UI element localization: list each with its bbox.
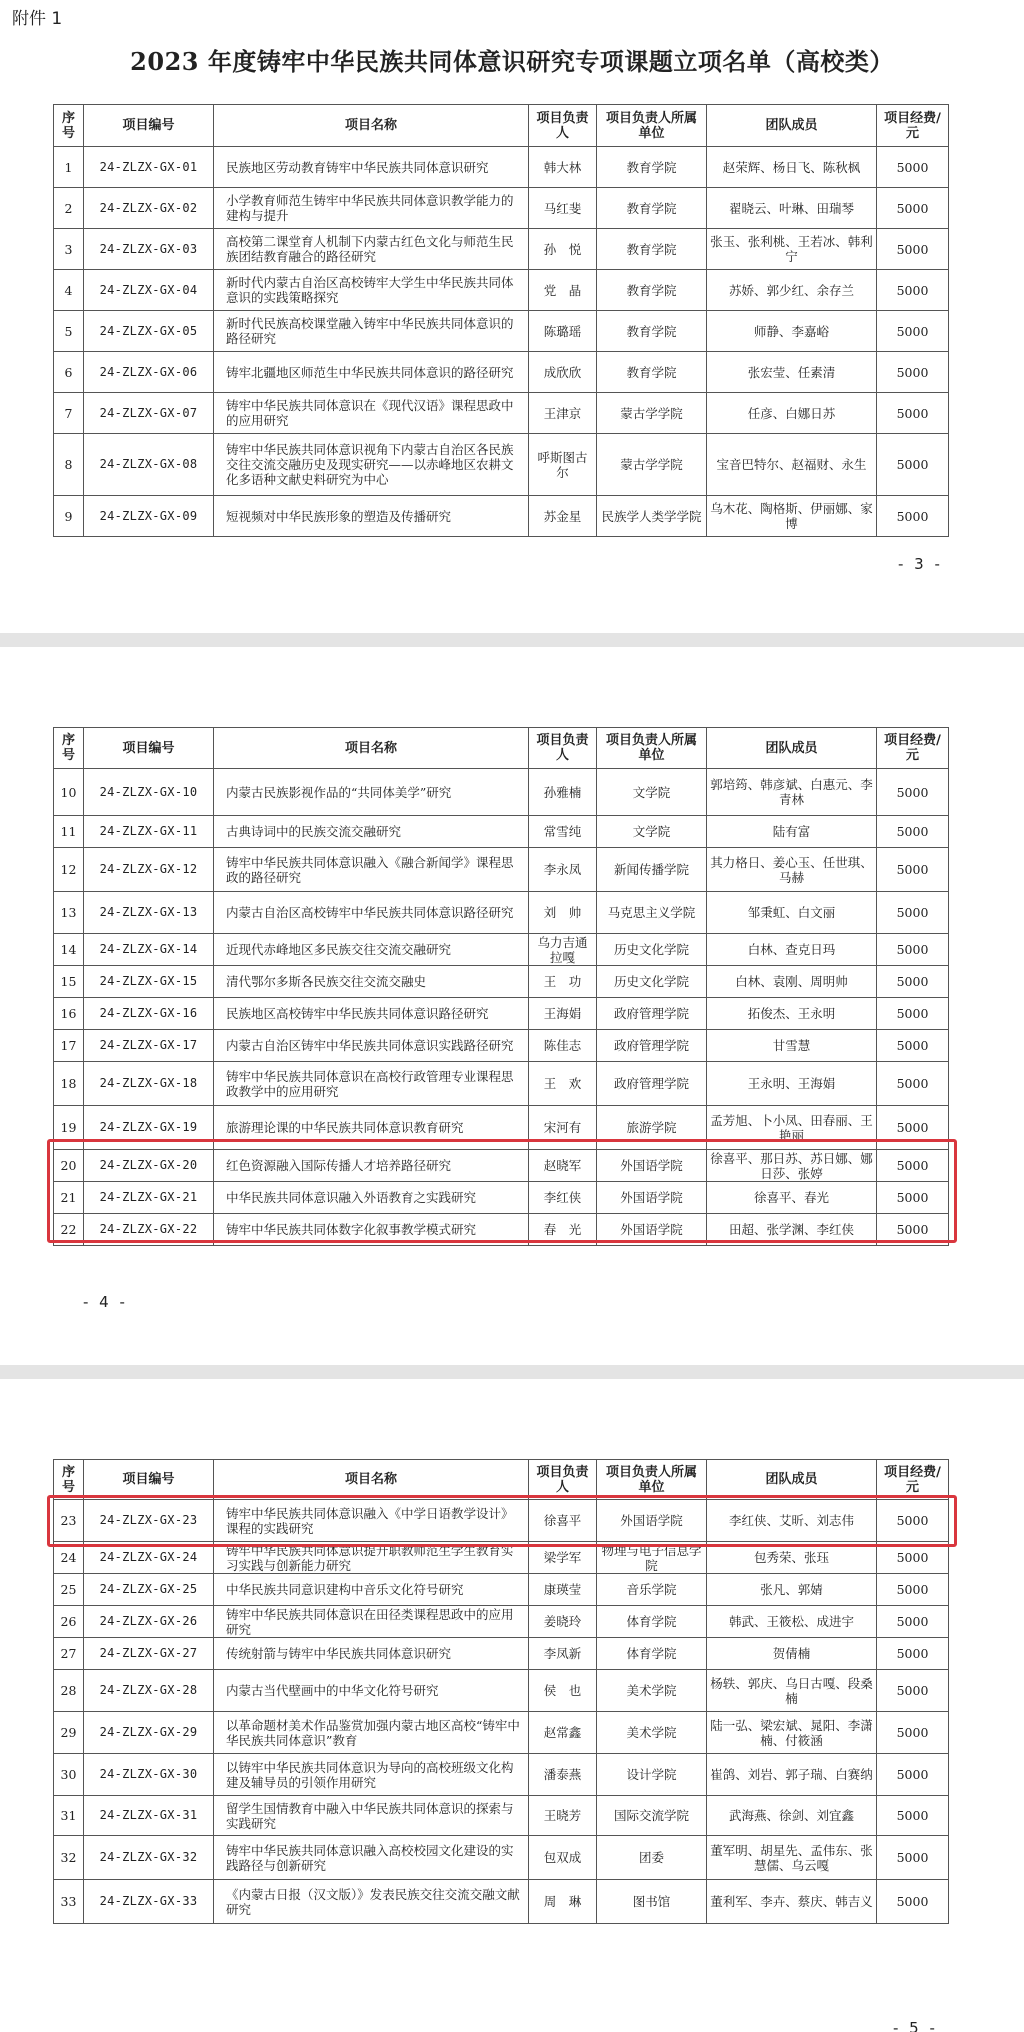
row-name: 《内蒙古日报（汉文版）》发表民族交往交流交融文献研究 [214,1880,529,1924]
row-fund: 5000 [877,1670,949,1712]
table-row [54,1606,949,1638]
row-unit: 国际交流学院 [597,1796,707,1836]
row-name: 铸牢中华民族共同体意识在《现代汉语》课程思政中的应用研究 [214,393,529,434]
document-title: 2023 年度铸牢中华民族共同体意识研究专项课题立项名单（高校类） [130,47,894,76]
row-seq: 29 [54,1712,84,1754]
row-code: 24-ZLZX-GX-06 [84,352,214,393]
row-name: 铸牢中华民族共同体意识融入高校校园文化建设的实践路径与创新研究 [214,1836,529,1880]
row-unit: 美术学院 [597,1712,707,1754]
row-seq: 7 [54,393,84,434]
row-name: 铸牢中华民族共同体意识在田径类课程思政中的应用研究 [214,1606,529,1638]
row-unit: 物理与电子信息学院 [597,1542,707,1574]
row-leader: 孙 悦 [529,229,597,270]
row-team: 韩武、王筱松、成进宇 [707,1606,877,1638]
row-name: 铸牢中华民族共同体意识在高校行政管理专业课程思政教学中的应用研究 [214,1062,529,1106]
document-page-3 [0,0,1024,633]
row-name: 红色资源融入国际传播人才培养路径研究 [214,1150,529,1182]
row-fund: 5000 [877,848,949,892]
row-leader: 宋河有 [529,1106,597,1150]
highlight-box-rows-20-22 [47,1139,957,1243]
row-code: 24-ZLZX-GX-05 [84,311,214,352]
row-name: 铸牢中华民族共同体意识融入《融合新闻学》课程思政的路径研究 [214,848,529,892]
row-fund: 5000 [877,188,949,229]
row-fund: 5000 [877,147,949,188]
row-code: 24-ZLZX-GX-20 [84,1150,214,1182]
row-unit: 马克思主义学院 [597,892,707,934]
table-row [54,934,949,966]
row-team: 陆有富 [707,816,877,848]
row-unit: 外国语学院 [597,1182,707,1214]
row-fund: 5000 [877,1542,949,1574]
header-team: 团队成员 [707,728,877,769]
row-name: 小学教育师范生铸牢中华民族共同体意识教学能力的建构与提升 [214,188,529,229]
row-fund: 5000 [877,816,949,848]
row-name: 短视频对中华民族形象的塑造及传播研究 [214,496,529,537]
row-name: 传统射箭与铸牢中华民族共同体意识研究 [214,1638,529,1670]
row-leader: 刘 帅 [529,892,597,934]
row-unit: 图书馆 [597,1880,707,1924]
header-name: 项目名称 [214,1460,529,1500]
table-row [54,311,949,352]
row-seq: 28 [54,1670,84,1712]
row-fund: 5000 [877,229,949,270]
row-fund: 5000 [877,1030,949,1062]
row-fund: 5000 [877,1712,949,1754]
row-name: 民族地区劳动教育铸牢中华民族共同体意识研究 [214,147,529,188]
row-unit: 历史文化学院 [597,934,707,966]
row-name: 旅游理论课的中华民族共同体意识教育研究 [214,1106,529,1150]
row-seq: 21 [54,1182,84,1214]
row-code: 24-ZLZX-GX-07 [84,393,214,434]
row-team: 田超、张学渊、李红侠 [707,1214,877,1246]
header-team: 团队成员 [707,105,877,147]
row-name: 近现代赤峰地区多民族交往交流交融研究 [214,934,529,966]
row-seq: 30 [54,1754,84,1796]
row-fund: 5000 [877,1214,949,1246]
row-fund: 5000 [877,998,949,1030]
row-fund: 5000 [877,434,949,496]
highlight-box-row-23 [47,1495,957,1547]
row-team: 孟芳旭、卜小凤、田春丽、王艳丽 [707,1106,877,1150]
row-leader: 王 功 [529,966,597,998]
row-name: 中华民族共同体意识融入外语教育之实践研究 [214,1182,529,1214]
table-row [54,1062,949,1106]
row-seq: 20 [54,1150,84,1182]
row-leader: 梁学军 [529,1542,597,1574]
row-team: 宝音巴特尔、赵福财、永生 [707,434,877,496]
row-seq: 2 [54,188,84,229]
header-name: 项目名称 [214,728,529,769]
table-row [54,1836,949,1880]
row-unit: 教育学院 [597,270,707,311]
row-unit: 外国语学院 [597,1150,707,1182]
row-code: 24-ZLZX-GX-10 [84,769,214,816]
page-number-3: - 3 - [898,555,943,573]
row-leader: 苏金星 [529,496,597,537]
row-unit: 新闻传播学院 [597,848,707,892]
row-unit: 历史文化学院 [597,966,707,998]
row-team: 甘雪慧 [707,1030,877,1062]
row-unit: 外国语学院 [597,1214,707,1246]
row-fund: 5000 [877,270,949,311]
row-leader: 王 欢 [529,1062,597,1106]
header-fund: 项目经费/元 [877,1460,949,1500]
row-leader: 孙雅楠 [529,769,597,816]
row-code: 24-ZLZX-GX-15 [84,966,214,998]
row-team: 张宏莹、任素清 [707,352,877,393]
table-row [54,1796,949,1836]
table-row [54,998,949,1030]
row-leader: 呼斯图古尔 [529,434,597,496]
row-seq: 32 [54,1836,84,1880]
row-seq: 6 [54,352,84,393]
page-number-4: - 4 - [83,1293,128,1311]
row-seq: 4 [54,270,84,311]
row-team: 邹秉虹、白文丽 [707,892,877,934]
row-unit: 政府管理学院 [597,1062,707,1106]
row-fund: 5000 [877,1754,949,1796]
row-unit: 教育学院 [597,147,707,188]
row-leader: 姜晓玲 [529,1606,597,1638]
row-unit: 教育学院 [597,188,707,229]
row-team: 拓俊杰、王永明 [707,998,877,1030]
row-team: 徐喜平、春光 [707,1182,877,1214]
row-code: 24-ZLZX-GX-21 [84,1182,214,1214]
row-name: 铸牢中华民族共同体意识融入《中学日语教学设计》课程的实践研究 [214,1500,529,1542]
header-seq: 序号 [54,728,84,769]
row-team: 乌木花、陶格斯、伊丽娜、家博 [707,496,877,537]
table-row [54,1880,949,1924]
row-name: 高校第二课堂育人机制下内蒙古红色文化与师范生民族团结教育融合的路径研究 [214,229,529,270]
header-code: 项目编号 [84,1460,214,1500]
row-fund: 5000 [877,393,949,434]
row-team: 任彦、白娜日苏 [707,393,877,434]
row-code: 24-ZLZX-GX-29 [84,1712,214,1754]
row-seq: 25 [54,1574,84,1606]
row-fund: 5000 [877,892,949,934]
table-row [54,1754,949,1796]
row-code: 24-ZLZX-GX-02 [84,188,214,229]
row-leader: 马红斐 [529,188,597,229]
row-fund: 5000 [877,1150,949,1182]
row-team: 王永明、王海娟 [707,1062,877,1106]
row-leader: 陈璐瑶 [529,311,597,352]
row-team: 董利军、李卉、蔡庆、韩吉义 [707,1880,877,1924]
row-code: 24-ZLZX-GX-25 [84,1574,214,1606]
row-leader: 李红侠 [529,1182,597,1214]
row-team: 包秀荣、张珏 [707,1542,877,1574]
row-code: 24-ZLZX-GX-24 [84,1542,214,1574]
row-unit: 外国语学院 [597,1500,707,1542]
row-fund: 5000 [877,1062,949,1106]
row-seq: 17 [54,1030,84,1062]
row-leader: 包双成 [529,1836,597,1880]
row-name: 铸牢北疆地区师范生中华民族共同体意识的路径研究 [214,352,529,393]
row-leader: 春 光 [529,1214,597,1246]
row-unit: 文学院 [597,769,707,816]
row-team: 董军明、胡星先、孟伟东、张慧儒、乌云嘎 [707,1836,877,1880]
row-unit: 教育学院 [597,352,707,393]
row-unit: 体育学院 [597,1638,707,1670]
row-code: 24-ZLZX-GX-17 [84,1030,214,1062]
table-row [54,188,949,229]
row-seq: 11 [54,816,84,848]
header-unit: 项目负责人所属单位 [597,105,707,147]
row-team: 杨轶、郭庆、乌日古嘎、段桑楠 [707,1670,877,1712]
row-name: 内蒙古当代壁画中的中华文化符号研究 [214,1670,529,1712]
row-team: 武海燕、徐剑、刘宜鑫 [707,1796,877,1836]
row-name: 古典诗词中的民族交流交融研究 [214,816,529,848]
row-leader: 周 琳 [529,1880,597,1924]
table-row [54,1712,949,1754]
row-team: 师静、李嘉峪 [707,311,877,352]
header-seq: 序号 [54,105,84,147]
row-fund: 5000 [877,311,949,352]
row-name: 新时代民族高校课堂融入铸牢中华民族共同体意识的路径研究 [214,311,529,352]
row-fund: 5000 [877,1638,949,1670]
row-name: 内蒙古民族影视作品的“共同体美学”研究 [214,769,529,816]
row-team: 贺倩楠 [707,1638,877,1670]
row-leader: 王晓芳 [529,1796,597,1836]
row-team: 张凡、郭婧 [707,1574,877,1606]
row-code: 24-ZLZX-GX-03 [84,229,214,270]
table-row [54,1030,949,1062]
row-team: 郭培筠、韩彦斌、白惠元、李青林 [707,769,877,816]
row-team: 崔鸽、刘岩、郭子瑞、白赛纳 [707,1754,877,1796]
row-leader: 李永凤 [529,848,597,892]
row-fund: 5000 [877,1500,949,1542]
table-row [54,848,949,892]
row-seq: 24 [54,1542,84,1574]
row-seq: 8 [54,434,84,496]
row-unit: 民族学人类学学院 [597,496,707,537]
row-fund: 5000 [877,1182,949,1214]
table-row [54,966,949,998]
row-seq: 26 [54,1606,84,1638]
row-name: 内蒙古自治区高校铸牢中华民族共同体意识路径研究 [214,892,529,934]
row-team: 其力格日、姜心玉、任世琪、马赫 [707,848,877,892]
row-fund: 5000 [877,1106,949,1150]
row-fund: 5000 [877,934,949,966]
row-name: 内蒙古自治区铸牢中华民族共同体意识实践路径研究 [214,1030,529,1062]
row-leader: 陈佳志 [529,1030,597,1062]
table-row [54,892,949,934]
row-code: 24-ZLZX-GX-08 [84,434,214,496]
row-code: 24-ZLZX-GX-19 [84,1106,214,1150]
row-unit: 教育学院 [597,229,707,270]
row-leader: 韩大林 [529,147,597,188]
row-leader: 党 晶 [529,270,597,311]
row-unit: 设计学院 [597,1754,707,1796]
row-leader: 赵常鑫 [529,1712,597,1754]
row-code: 24-ZLZX-GX-12 [84,848,214,892]
row-team: 张玉、张利桃、王若冰、韩利宁 [707,229,877,270]
row-code: 24-ZLZX-GX-28 [84,1670,214,1712]
row-leader: 成欣欣 [529,352,597,393]
row-name: 铸牢中华民族共同体数字化叙事教学模式研究 [214,1214,529,1246]
header-leader: 项目负责人 [529,1460,597,1500]
row-fund: 5000 [877,1796,949,1836]
row-seq: 16 [54,998,84,1030]
header-code: 项目编号 [84,105,214,147]
row-unit: 旅游学院 [597,1106,707,1150]
header-code: 项目编号 [84,728,214,769]
table-row [54,434,949,496]
row-name: 留学生国情教育中融入中华民族共同体意识的探索与实践研究 [214,1796,529,1836]
table-row [54,147,949,188]
row-team: 陆一弘、梁宏斌、晁阳、李潇楠、付筱涵 [707,1712,877,1754]
header-leader: 项目负责人 [529,105,597,147]
row-unit: 蒙古学学院 [597,434,707,496]
row-fund: 5000 [877,496,949,537]
page-number-5: - 5 - [893,2019,938,2032]
header-team: 团队成员 [707,1460,877,1500]
row-seq: 22 [54,1214,84,1246]
row-code: 24-ZLZX-GX-23 [84,1500,214,1542]
row-unit: 政府管理学院 [597,998,707,1030]
row-code: 24-ZLZX-GX-31 [84,1796,214,1836]
row-unit: 蒙古学学院 [597,393,707,434]
row-name: 以铸牢中华民族共同体意识为导向的高校班级文化构建及辅导员的引领作用研究 [214,1754,529,1796]
row-code: 24-ZLZX-GX-16 [84,998,214,1030]
row-unit: 教育学院 [597,311,707,352]
table-row [54,1574,949,1606]
row-code: 24-ZLZX-GX-18 [84,1062,214,1106]
row-seq: 18 [54,1062,84,1106]
row-fund: 5000 [877,1574,949,1606]
header-seq: 序号 [54,1460,84,1500]
row-team: 翟晓云、叶琳、田瑞琴 [707,188,877,229]
row-unit: 团委 [597,1836,707,1880]
header-fund: 项目经费/元 [877,728,949,769]
table-row [54,270,949,311]
row-code: 24-ZLZX-GX-22 [84,1214,214,1246]
row-seq: 33 [54,1880,84,1924]
row-unit: 政府管理学院 [597,1030,707,1062]
row-unit: 文学院 [597,816,707,848]
row-code: 24-ZLZX-GX-32 [84,1836,214,1880]
page-gap [0,1365,1024,1379]
row-unit: 体育学院 [597,1606,707,1638]
row-team: 赵荣辉、杨日飞、陈秋枫 [707,147,877,188]
row-seq: 15 [54,966,84,998]
row-name: 铸牢中华民族共同体意识视角下内蒙古自治区各民族交往交流交融历史及现实研究——以赤峰地区农耕文化多语种文献史料研究为中心 [214,434,529,496]
row-leader: 常雪纯 [529,816,597,848]
row-name: 以革命题材美术作品鉴赏加强内蒙古地区高校“铸牢中华民族共同体意识”教育 [214,1712,529,1754]
row-code: 24-ZLZX-GX-13 [84,892,214,934]
row-code: 24-ZLZX-GX-01 [84,147,214,188]
row-leader: 康瑛莹 [529,1574,597,1606]
row-leader: 李凤新 [529,1638,597,1670]
row-fund: 5000 [877,1836,949,1880]
row-leader: 徐喜平 [529,1500,597,1542]
row-code: 24-ZLZX-GX-27 [84,1638,214,1670]
row-leader: 王海娟 [529,998,597,1030]
row-seq: 14 [54,934,84,966]
header-unit: 项目负责人所属单位 [597,728,707,769]
row-leader: 乌力吉通拉嘎 [529,934,597,966]
row-fund: 5000 [877,966,949,998]
row-seq: 13 [54,892,84,934]
row-leader: 侯 也 [529,1670,597,1712]
project-table-page-3 [53,104,949,537]
row-code: 24-ZLZX-GX-04 [84,270,214,311]
row-seq: 9 [54,496,84,537]
row-seq: 31 [54,1796,84,1836]
row-seq: 3 [54,229,84,270]
document-page-5 [0,1379,1024,2032]
table-row [54,393,949,434]
row-team: 苏娇、郭少红、余存兰 [707,270,877,311]
row-team: 白林、查克日玛 [707,934,877,966]
header-leader: 项目负责人 [529,728,597,769]
row-seq: 10 [54,769,84,816]
row-code: 24-ZLZX-GX-30 [84,1754,214,1796]
table-row [54,816,949,848]
table-row [54,229,949,270]
row-unit: 美术学院 [597,1670,707,1712]
row-code: 24-ZLZX-GX-26 [84,1606,214,1638]
row-leader: 潘泰燕 [529,1754,597,1796]
row-name: 铸牢中华民族共同体意识提升职教师范生学生教育实习实践与创新能力研究 [214,1542,529,1574]
row-name: 清代鄂尔多斯各民族交往交流交融史 [214,966,529,998]
row-seq: 23 [54,1500,84,1542]
table-row [54,352,949,393]
header-name: 项目名称 [214,105,529,147]
table-row [54,496,949,537]
header-unit: 项目负责人所属单位 [597,1460,707,1500]
row-code: 24-ZLZX-GX-11 [84,816,214,848]
table-row [54,1638,949,1670]
row-seq: 27 [54,1638,84,1670]
row-code: 24-ZLZX-GX-09 [84,496,214,537]
row-seq: 5 [54,311,84,352]
row-leader: 王津京 [529,393,597,434]
row-team: 徐喜平、那日苏、苏日娜、娜日莎、张婷 [707,1150,877,1182]
row-seq: 1 [54,147,84,188]
row-name: 新时代内蒙古自治区高校铸牢大学生中华民族共同体意识的实践策略探究 [214,270,529,311]
row-code: 24-ZLZX-GX-33 [84,1880,214,1924]
row-seq: 12 [54,848,84,892]
row-fund: 5000 [877,1880,949,1924]
table-row [54,769,949,816]
page-gap [0,633,1024,647]
row-fund: 5000 [877,352,949,393]
row-code: 24-ZLZX-GX-14 [84,934,214,966]
row-unit: 音乐学院 [597,1574,707,1606]
row-fund: 5000 [877,769,949,816]
attachment-label: 附件 1 [12,9,63,29]
row-leader: 赵晓军 [529,1150,597,1182]
header-fund: 项目经费/元 [877,105,949,147]
row-seq: 19 [54,1106,84,1150]
table-row [54,1670,949,1712]
row-team: 李红侠、艾昕、刘志伟 [707,1500,877,1542]
row-team: 白林、袁刚、周明帅 [707,966,877,998]
row-name: 民族地区高校铸牢中华民族共同体意识路径研究 [214,998,529,1030]
row-name: 中华民族共同意识建构中音乐文化符号研究 [214,1574,529,1606]
row-fund: 5000 [877,1606,949,1638]
document-page-4 [0,647,1024,1365]
